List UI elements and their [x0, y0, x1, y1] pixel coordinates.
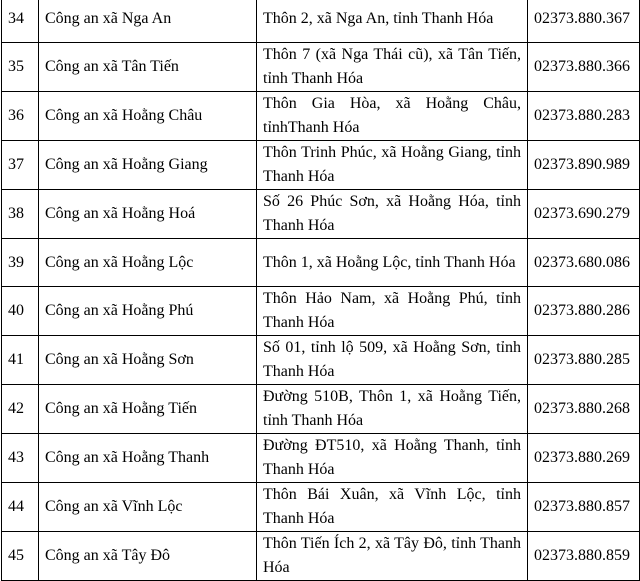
row-number: 43 — [2, 434, 39, 483]
table-row — [2, 239, 640, 287]
row-number: 44 — [2, 483, 39, 532]
unit-phone: 02373.880.857 — [528, 483, 640, 532]
unit-address: Thôn Tiến Ích 2, xã Tây Đô, tỉnh Thanh Hóa — [257, 532, 528, 581]
unit-address: Thôn 2, xã Nga An, tỉnh Thanh Hóa — [257, 0, 528, 43]
unit-address: Thôn Trinh Phúc, xã Hoằng Giang, tỉnh Thanh Hóa — [257, 141, 528, 190]
unit-name: Công an xã Hoằng Phú — [39, 287, 257, 336]
unit-name: Công an xã Hoằng Tiến — [39, 385, 257, 434]
row-number: 45 — [2, 532, 39, 581]
table-row — [2, 0, 640, 43]
row-number: 41 — [2, 336, 39, 385]
row-number: 34 — [2, 0, 39, 43]
row-number: 35 — [2, 43, 39, 92]
unit-phone: 02373.880.283 — [528, 92, 640, 141]
row-number: 37 — [2, 141, 39, 190]
unit-address: Thôn Bái Xuân, xã Vĩnh Lộc, tỉnh Thanh Hóa — [257, 483, 528, 532]
unit-address: Đường ĐT510, xã Hoằng Thanh, tỉnh Thanh Hóa — [257, 434, 528, 483]
row-number: 39 — [2, 239, 39, 287]
unit-name: Công an xã Tân Tiến — [39, 43, 257, 92]
unit-phone: 02373.880.286 — [528, 287, 640, 336]
unit-phone: 02373.880.366 — [528, 43, 640, 92]
unit-name: Công an xã Hoằng Giang — [39, 141, 257, 190]
table-row — [2, 434, 640, 483]
unit-address: Thôn 1, xã Hoằng Lộc, tỉnh Thanh Hóa — [257, 239, 528, 287]
unit-address: Số 26 Phúc Sơn, xã Hoằng Hóa, tỉnh Thanh Hóa — [257, 190, 528, 239]
unit-name: Công an xã Hoằng Hoá — [39, 190, 257, 239]
unit-phone: 02373.880.367 — [528, 0, 640, 43]
unit-phone: 02373.880.268 — [528, 385, 640, 434]
row-number: 36 — [2, 92, 39, 141]
unit-name: Công an xã Hoằng Sơn — [39, 336, 257, 385]
table-row — [2, 385, 640, 434]
unit-name: Công an xã Hoằng Thanh — [39, 434, 257, 483]
unit-address: Thôn Gia Hòa, xã Hoằng Châu, tỉnhThanh Hóa — [257, 92, 528, 141]
row-number: 42 — [2, 385, 39, 434]
unit-name: Công an xã Nga An — [39, 0, 257, 43]
unit-phone: 02373.880.269 — [528, 434, 640, 483]
unit-phone: 02373.690.279 — [528, 190, 640, 239]
unit-address: Thôn 7 (xã Nga Thái cũ), xã Tân Tiến, tỉnh Thanh Hóa — [257, 43, 528, 92]
table-row — [2, 190, 640, 239]
unit-phone: 02373.890.989 — [528, 141, 640, 190]
unit-phone: 02373.880.285 — [528, 336, 640, 385]
table-row — [2, 336, 640, 385]
row-number: 40 — [2, 287, 39, 336]
row-number: 38 — [2, 190, 39, 239]
table-row — [2, 483, 640, 532]
police-directory-table — [1, 0, 640, 581]
unit-address: Đường 510B, Thôn 1, xã Hoằng Tiến, tỉnh Thanh Hóa — [257, 385, 528, 434]
table-row — [2, 287, 640, 336]
unit-phone: 02373.880.859 — [528, 532, 640, 581]
unit-name: Công an xã Hoằng Châu — [39, 92, 257, 141]
table-row — [2, 141, 640, 190]
unit-address: Số 01, tỉnh lộ 509, xã Hoằng Sơn, tỉnh Thanh Hóa — [257, 336, 528, 385]
table-row — [2, 92, 640, 141]
table-row — [2, 43, 640, 92]
unit-name: Công an xã Tây Đô — [39, 532, 257, 581]
unit-address: Thôn Hảo Nam, xã Hoằng Phú, tỉnh Thanh Hóa — [257, 287, 528, 336]
unit-name: Công an xã Hoằng Lộc — [39, 239, 257, 287]
table-row — [2, 532, 640, 581]
unit-phone: 02373.680.086 — [528, 239, 640, 287]
unit-name: Công an xã Vĩnh Lộc — [39, 483, 257, 532]
